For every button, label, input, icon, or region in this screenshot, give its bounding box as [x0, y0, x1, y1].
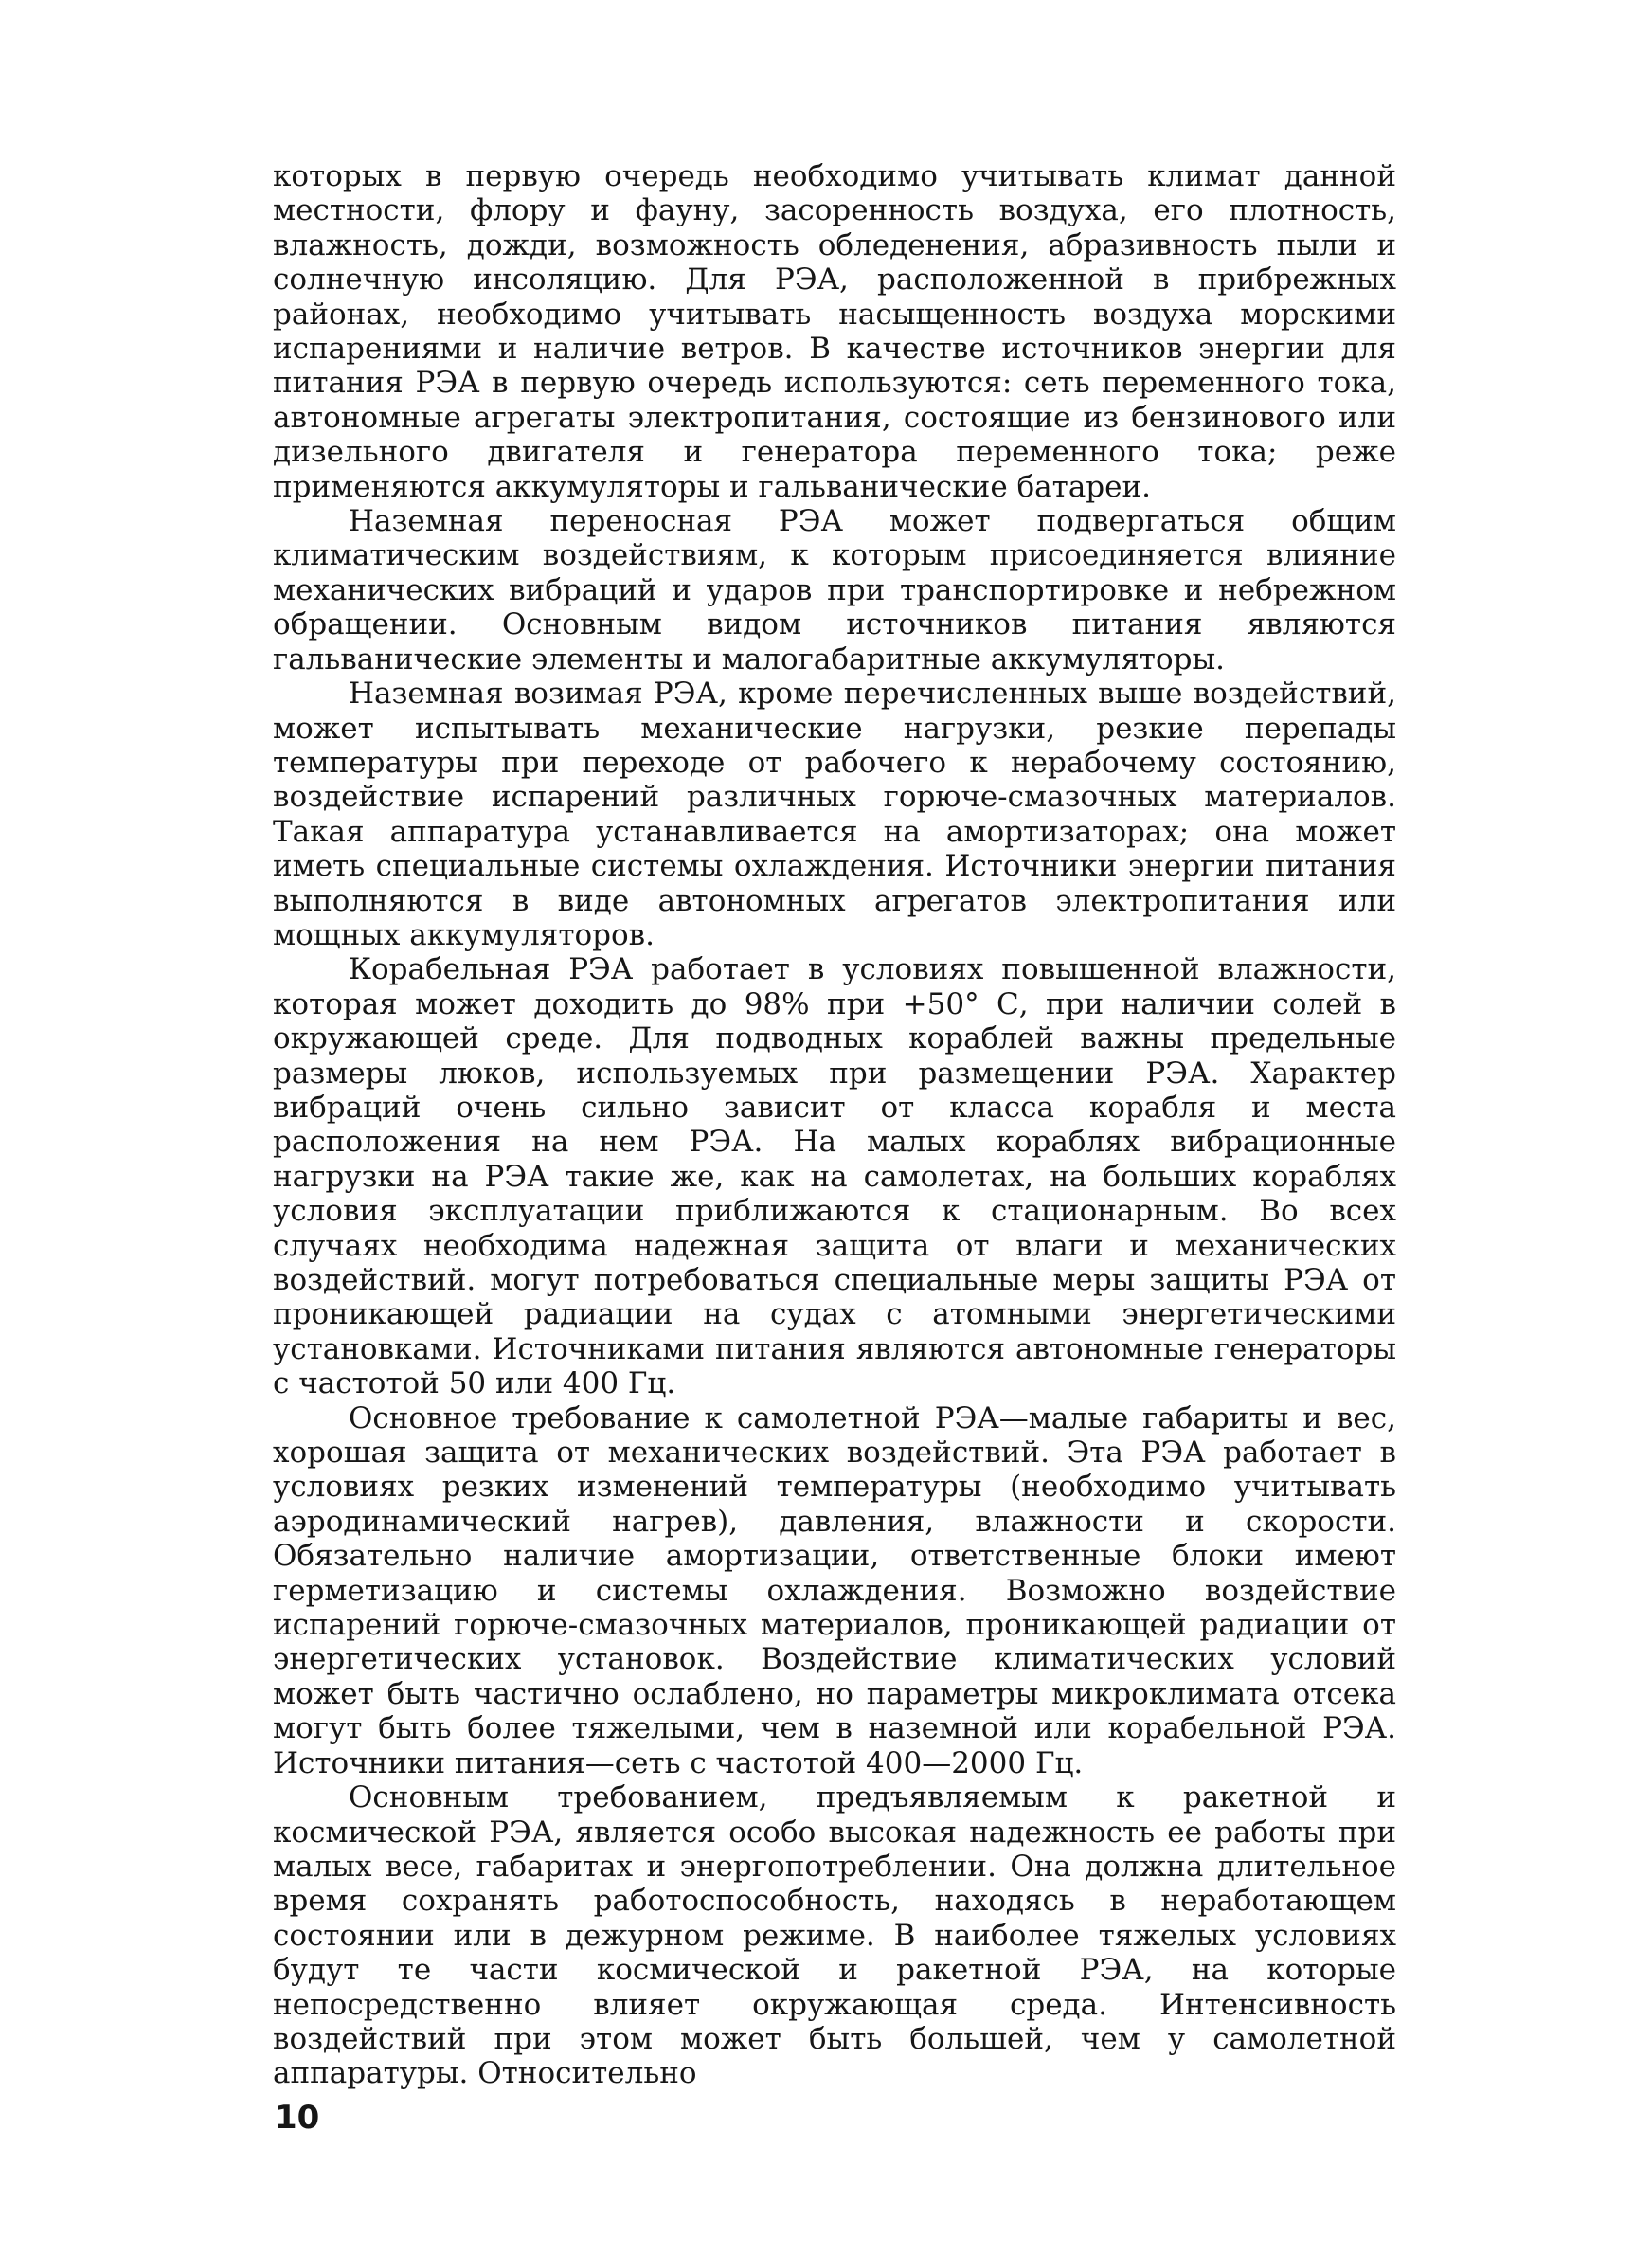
paragraph-climate-continuation: которых в первую очередь необходимо учитывать климат данной местности, флору и фауну, засоренность воздуха, его плотность, влажность, дожди, возможность обледенения, абразивность пыли и солнечную инсоляцию. Для РЭА, расположенной в прибрежных районах, необходимо учитывать насыщенность воздуха морскими испарениями и наличие ветров. В качестве источников энергии для питания РЭА в первую очередь используются: сеть переменного тока, автономные агрегаты электропитания, состоящие из бензинового или дизельного двигателя и генератора переменного тока; реже применяются аккумуляторы и гальванические батареи. [273, 159, 1396, 504]
page-number: 10 [275, 2099, 320, 2137]
paragraph-ship-equipment: Корабельная РЭА работает в условиях повышенной влажности, которая может доходить до 98% при +50° С, при наличии солей в окружающей среде. Для подводных кораблей важны предельные размеры люков, используемых при размещении РЭА. Характер вибраций очень сильно зависит от класса корабля и места расположения на нем РЭА. На малых кораблях вибрационные нагрузки на РЭА такие же, как на самолетах, на больших кораблях условия эксплуатации приближаются к стационарным. Во всех случаях необходима надежная защита от влаги и механических воздействий. могут потребоваться специальные меры защиты РЭА от проникающей радиации на судах с атомными энергетическими установками. Источниками питания являются автономные генераторы с частотой 50 или 400 Гц. [273, 952, 1396, 1401]
paragraph-vehicle-ground-equipment: Наземная возимая РЭА, кроме перечисленных выше воздействий, может испытывать механические нагрузки, резкие перепады температуры при переходе от рабочего к нерабочему состоянию, воздействие испарений различных горюче-смазочных материалов. Такая аппаратура устанавливается на амортизаторах; она может иметь специальные системы охлаждения. Источники энергии питания выполняются в виде автономных агрегатов электропитания или мощных аккумуляторов. [273, 677, 1396, 952]
paragraph-rocket-space-equipment: Основным требованием, предъявляемым к ракетной и космической РЭА, является особо высокая надежность ее работы при малых весе, габаритах и энергопотреблении. Она должна длительное время сохранять работоспособность, находясь в неработающем состоянии или в дежурном режиме. В наиболее тяжелых условиях будут те части космической и ракетной РЭА, на которые непосредственно влияет окружающая среда. Интенсивность воздействий при этом может быть большей, чем у самолетной аппаратуры. Относительно [273, 1780, 1396, 2091]
paragraph-aircraft-equipment: Основное требование к самолетной РЭА—малые габариты и вес, хорошая защита от механических воздействий. Эта РЭА работает в условиях резких изменений температуры (необходимо учитывать аэродинамический нагрев), давления, влажности и скорости. Обязательно наличие амортизации, ответственные блоки имеют герметизацию и системы охлаждения. Возможно воздействие испарений горюче-смазочных материалов, проникающей радиации от энергетических установок. Воздействие климатических условий может быть частично ослаблено, но параметры микроклимата отсека могут быть более тяжелыми, чем в наземной или корабельной РЭА. Источники питания—сеть с частотой 400—2000 Гц. [273, 1400, 1396, 1780]
paragraph-portable-ground-equipment: Наземная переносная РЭА может подвергаться общим климатическим воздействиям, к которым присоединяется влияние механических вибраций и ударов при транспортировке и небрежном обращении. Основным видом источников питания являются гальванические элементы и малогабаритные аккумуляторы. [273, 504, 1396, 677]
page-body [273, 159, 1396, 2092]
